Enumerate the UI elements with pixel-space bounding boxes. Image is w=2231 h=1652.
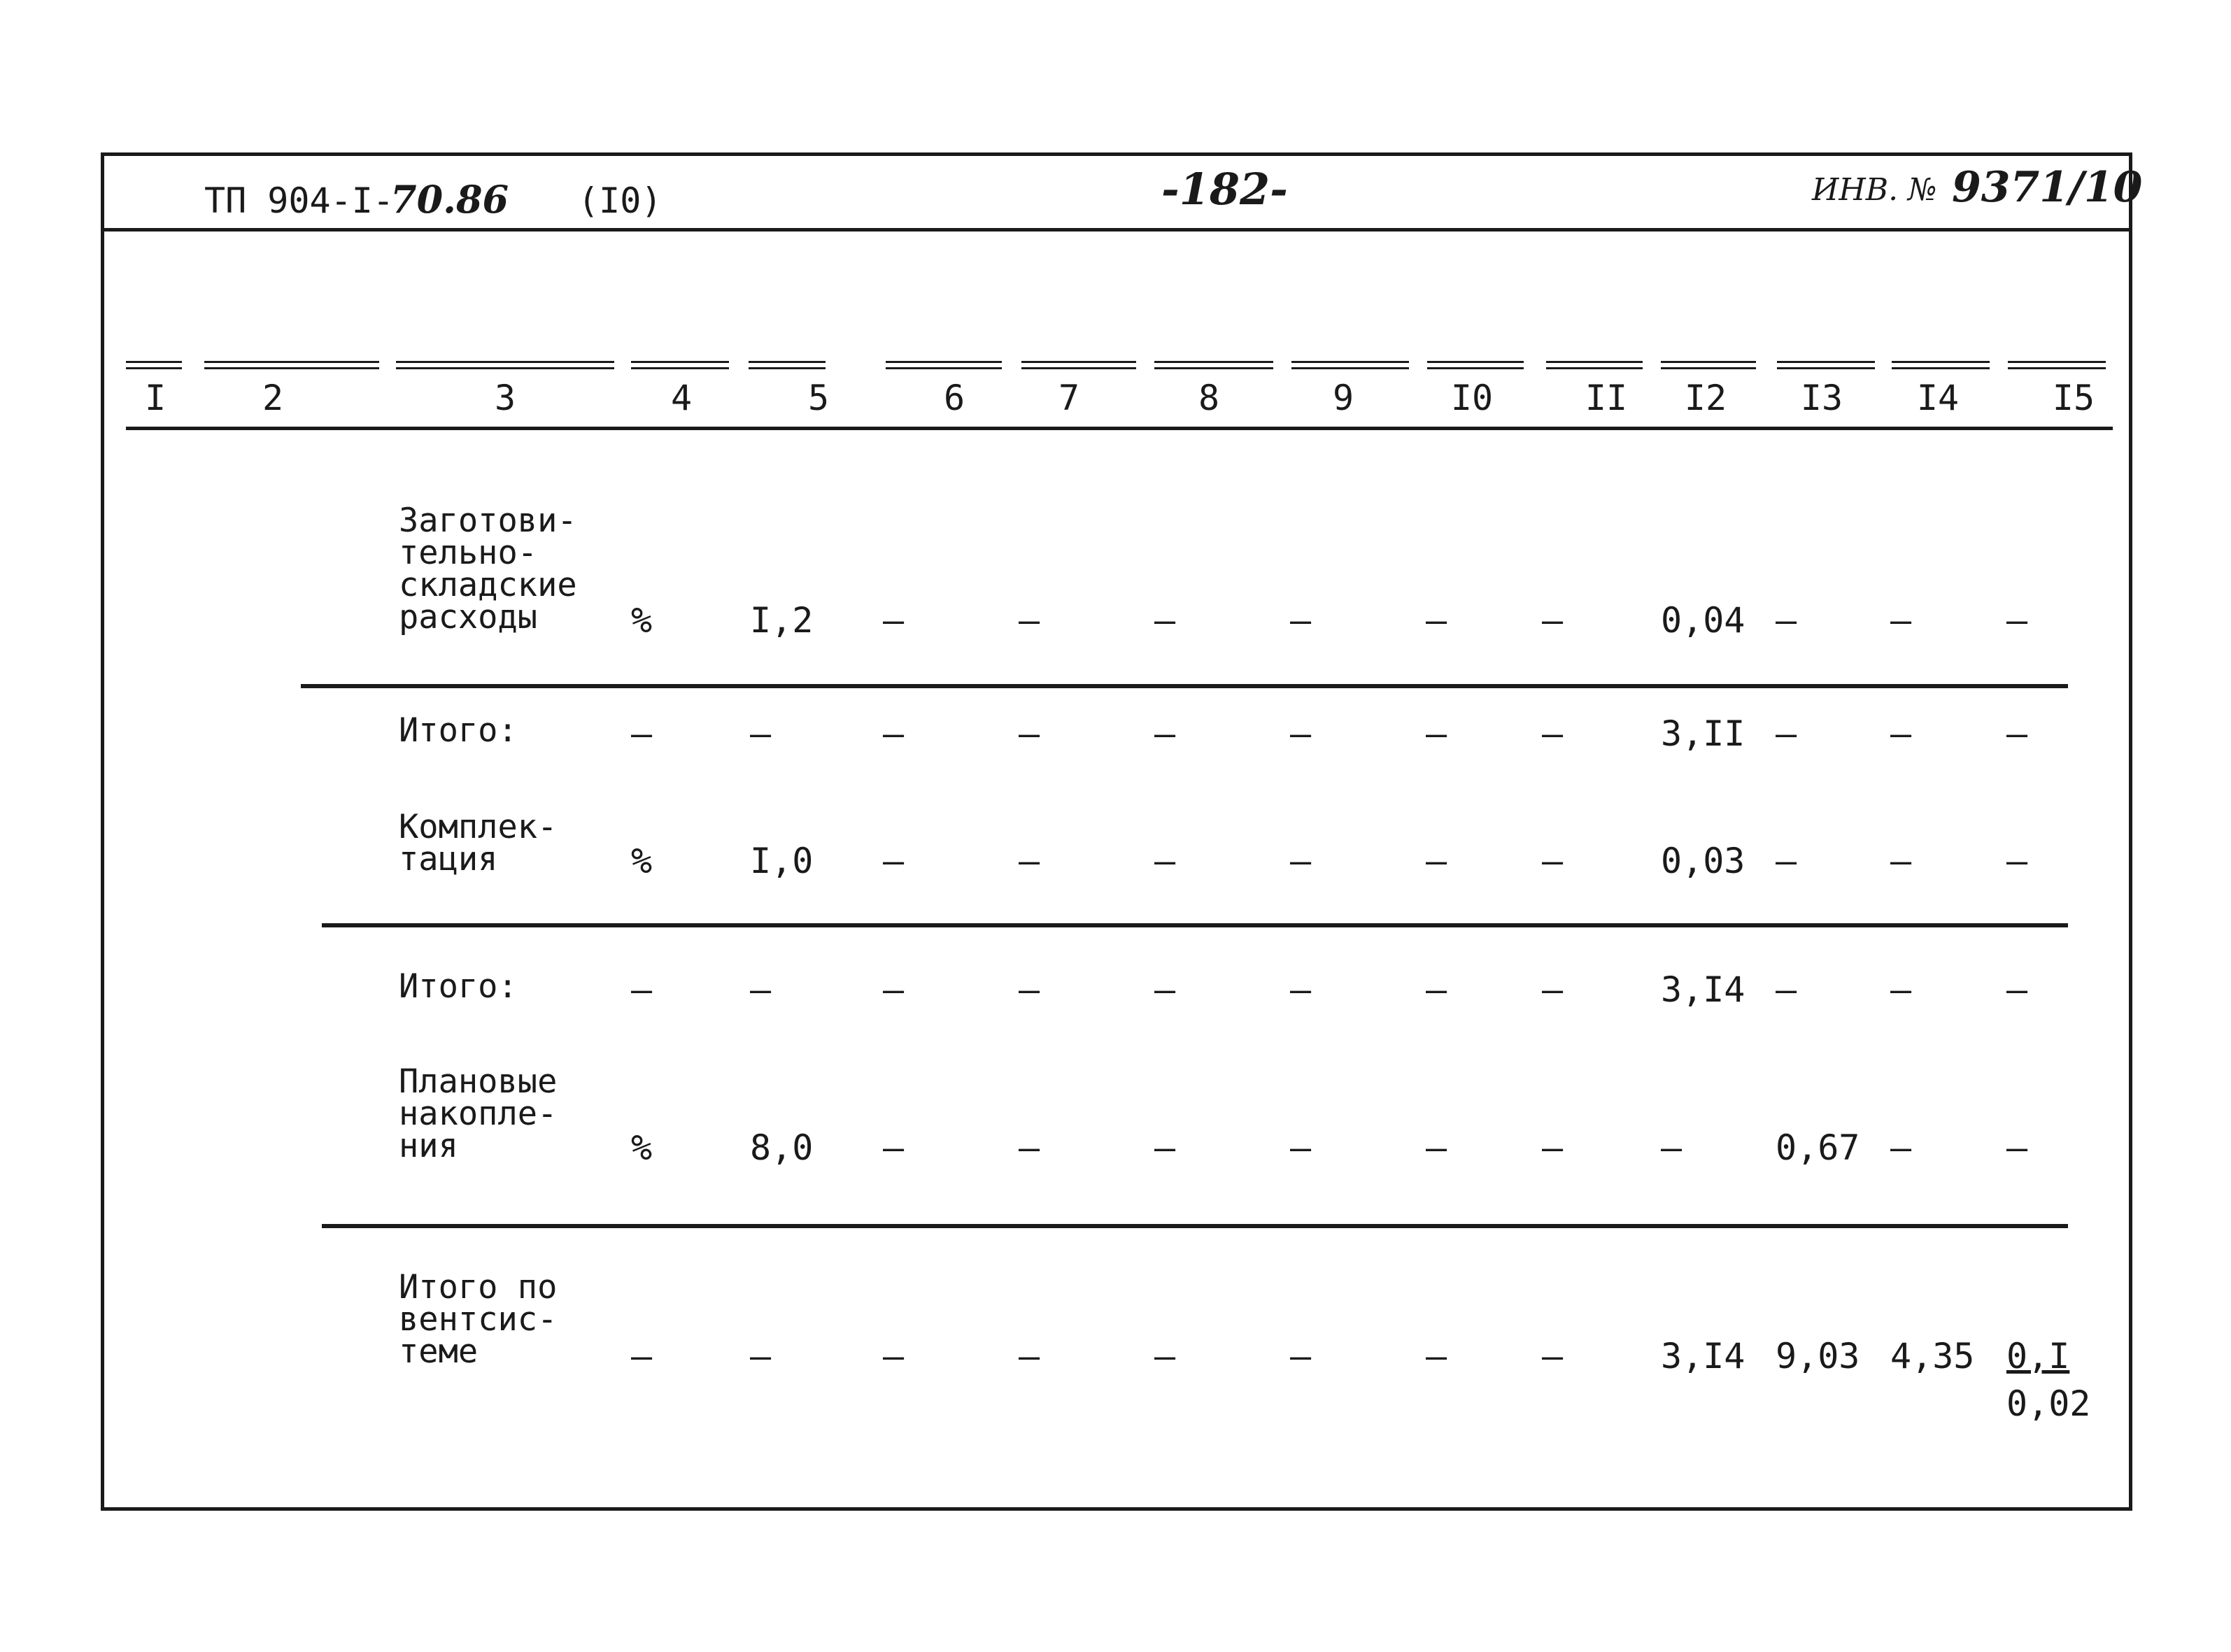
- inventory-prefix: ИНВ. №: [1812, 172, 1937, 208]
- cell: –: [2006, 969, 2028, 1010]
- row-label-procurement: Заготови- тельно- складские расходы: [399, 501, 577, 636]
- col-num-10: I0: [1450, 378, 1494, 418]
- cell: –: [1426, 713, 1447, 754]
- row-separator: [322, 1224, 2068, 1228]
- col-rule-4: [631, 361, 729, 369]
- col-rule-15: [2008, 361, 2106, 369]
- col-num-5: 5: [807, 378, 830, 418]
- col-num-15: I5: [2052, 378, 2095, 418]
- col-rule-3: [396, 361, 614, 369]
- cell: –: [1542, 600, 1564, 641]
- cell: –: [1776, 969, 1797, 1010]
- col-rule-7: [1021, 361, 1136, 369]
- cell: 0,67: [1776, 1127, 1860, 1168]
- col-num-6: 6: [943, 378, 965, 418]
- cell: –: [1542, 1127, 1564, 1168]
- cell: 9,03: [1776, 1336, 1860, 1376]
- cell: –: [1776, 841, 1797, 881]
- row-separator: [322, 923, 2068, 927]
- cell: %: [631, 600, 653, 641]
- cell: –: [1154, 1336, 1176, 1376]
- cell: –: [750, 969, 772, 1010]
- col-rule-1: [126, 361, 182, 369]
- cell: –: [1542, 969, 1564, 1010]
- cell: –: [1019, 1336, 1040, 1376]
- cell: –: [1890, 969, 1912, 1010]
- cell: –: [1154, 969, 1176, 1010]
- col-rule-12: [1661, 361, 1756, 369]
- cell: –: [1426, 1127, 1447, 1168]
- row-separator: [301, 684, 2068, 688]
- col-num-13: I3: [1800, 378, 1843, 418]
- col-rule-11: [1546, 361, 1643, 369]
- cell: –: [883, 841, 905, 881]
- col-num-7: 7: [1058, 378, 1080, 418]
- col-rule-5: [749, 361, 826, 369]
- doc-code-printed: ТП 904-I-: [204, 180, 394, 221]
- col-num-12: I2: [1684, 378, 1727, 418]
- cell: –: [883, 600, 905, 641]
- cell: –: [1426, 1336, 1447, 1376]
- page-number: -182-: [1161, 164, 1288, 215]
- cell: –: [1290, 1127, 1312, 1168]
- col-rule-13: [1777, 361, 1875, 369]
- cell: I,2: [750, 600, 814, 641]
- col-num-9: 9: [1332, 378, 1354, 418]
- cell: –: [1019, 713, 1040, 754]
- cell: –: [631, 1336, 653, 1376]
- cell: –: [1290, 841, 1312, 881]
- header-rule: [104, 228, 2130, 232]
- cell: –: [1426, 841, 1447, 881]
- cell: –: [1019, 1127, 1040, 1168]
- cell: 3,I4: [1661, 969, 1745, 1010]
- cell: 0,04: [1661, 600, 1745, 641]
- cell: –: [1776, 713, 1797, 754]
- cell: %: [631, 841, 653, 881]
- cell: %: [631, 1127, 653, 1168]
- row-label-packaging: Комплек- тация: [399, 808, 558, 878]
- cell: –: [1661, 1127, 1683, 1168]
- cell: –: [1542, 1336, 1564, 1376]
- cell: –: [750, 1336, 772, 1376]
- col-rule-10: [1427, 361, 1524, 369]
- inventory-number: 9371/10: [1952, 163, 2143, 212]
- cell: –: [1542, 841, 1564, 881]
- cell-fraction-numerator: 0,I: [2006, 1336, 2070, 1376]
- cell: 4,35: [1890, 1336, 1975, 1376]
- col-num-2: 2: [262, 378, 284, 418]
- row-label-planned-savings: Плановые накопле- ния: [399, 1062, 558, 1165]
- cell: –: [2006, 600, 2028, 641]
- cell: –: [1019, 841, 1040, 881]
- cell: –: [631, 969, 653, 1010]
- cell: –: [1154, 841, 1176, 881]
- cell: –: [2006, 713, 2028, 754]
- col-num-1: I: [144, 378, 167, 418]
- col-rule-6: [886, 361, 1002, 369]
- cell: –: [1890, 600, 1912, 641]
- doc-code-handwritten: 70.86: [390, 177, 509, 222]
- cell: –: [883, 969, 905, 1010]
- cell: –: [1154, 1127, 1176, 1168]
- col-num-3: 3: [494, 378, 516, 418]
- cell: –: [2006, 1127, 2028, 1168]
- cell: –: [750, 713, 772, 754]
- cell: –: [1890, 1127, 1912, 1168]
- cell: –: [1426, 969, 1447, 1010]
- sheet-marker: (I0): [578, 180, 663, 221]
- cell: –: [1426, 600, 1447, 641]
- cell: –: [883, 713, 905, 754]
- cell: –: [1290, 969, 1312, 1010]
- cell: –: [1290, 1336, 1312, 1376]
- cell: –: [1890, 841, 1912, 881]
- cell-fraction-denominator: 0,02: [2006, 1383, 2091, 1424]
- cell: –: [1776, 600, 1797, 641]
- cell: –: [631, 713, 653, 754]
- col-num-4: 4: [670, 378, 693, 418]
- cell: –: [883, 1336, 905, 1376]
- col-num-8: 8: [1198, 378, 1220, 418]
- cell: –: [2006, 841, 2028, 881]
- cell: –: [1019, 600, 1040, 641]
- cell: 3,I4: [1661, 1336, 1745, 1376]
- cell: I,0: [750, 841, 814, 881]
- cell: –: [1542, 713, 1564, 754]
- col-rule-9: [1291, 361, 1409, 369]
- col-num-14: I4: [1916, 378, 1960, 418]
- cell: –: [1154, 713, 1176, 754]
- row-label-subtotal-2: Итого:: [399, 967, 518, 1006]
- cell: –: [1290, 713, 1312, 754]
- cell: 0,03: [1661, 841, 1745, 881]
- cell: –: [1019, 969, 1040, 1010]
- col-num-11: II: [1585, 378, 1628, 418]
- cell: –: [1290, 600, 1312, 641]
- cell: –: [883, 1127, 905, 1168]
- column-header-rule: [126, 427, 2113, 430]
- cell: 8,0: [750, 1127, 814, 1168]
- row-label-total-ventsystem: Итого по вентсис- теме: [399, 1268, 558, 1371]
- col-rule-14: [1892, 361, 1990, 369]
- cell: –: [1154, 600, 1176, 641]
- cell: –: [1890, 713, 1912, 754]
- col-rule-2: [204, 361, 379, 369]
- cell: 3,II: [1661, 713, 1745, 754]
- row-label-subtotal-1: Итого:: [399, 711, 518, 750]
- col-rule-8: [1154, 361, 1273, 369]
